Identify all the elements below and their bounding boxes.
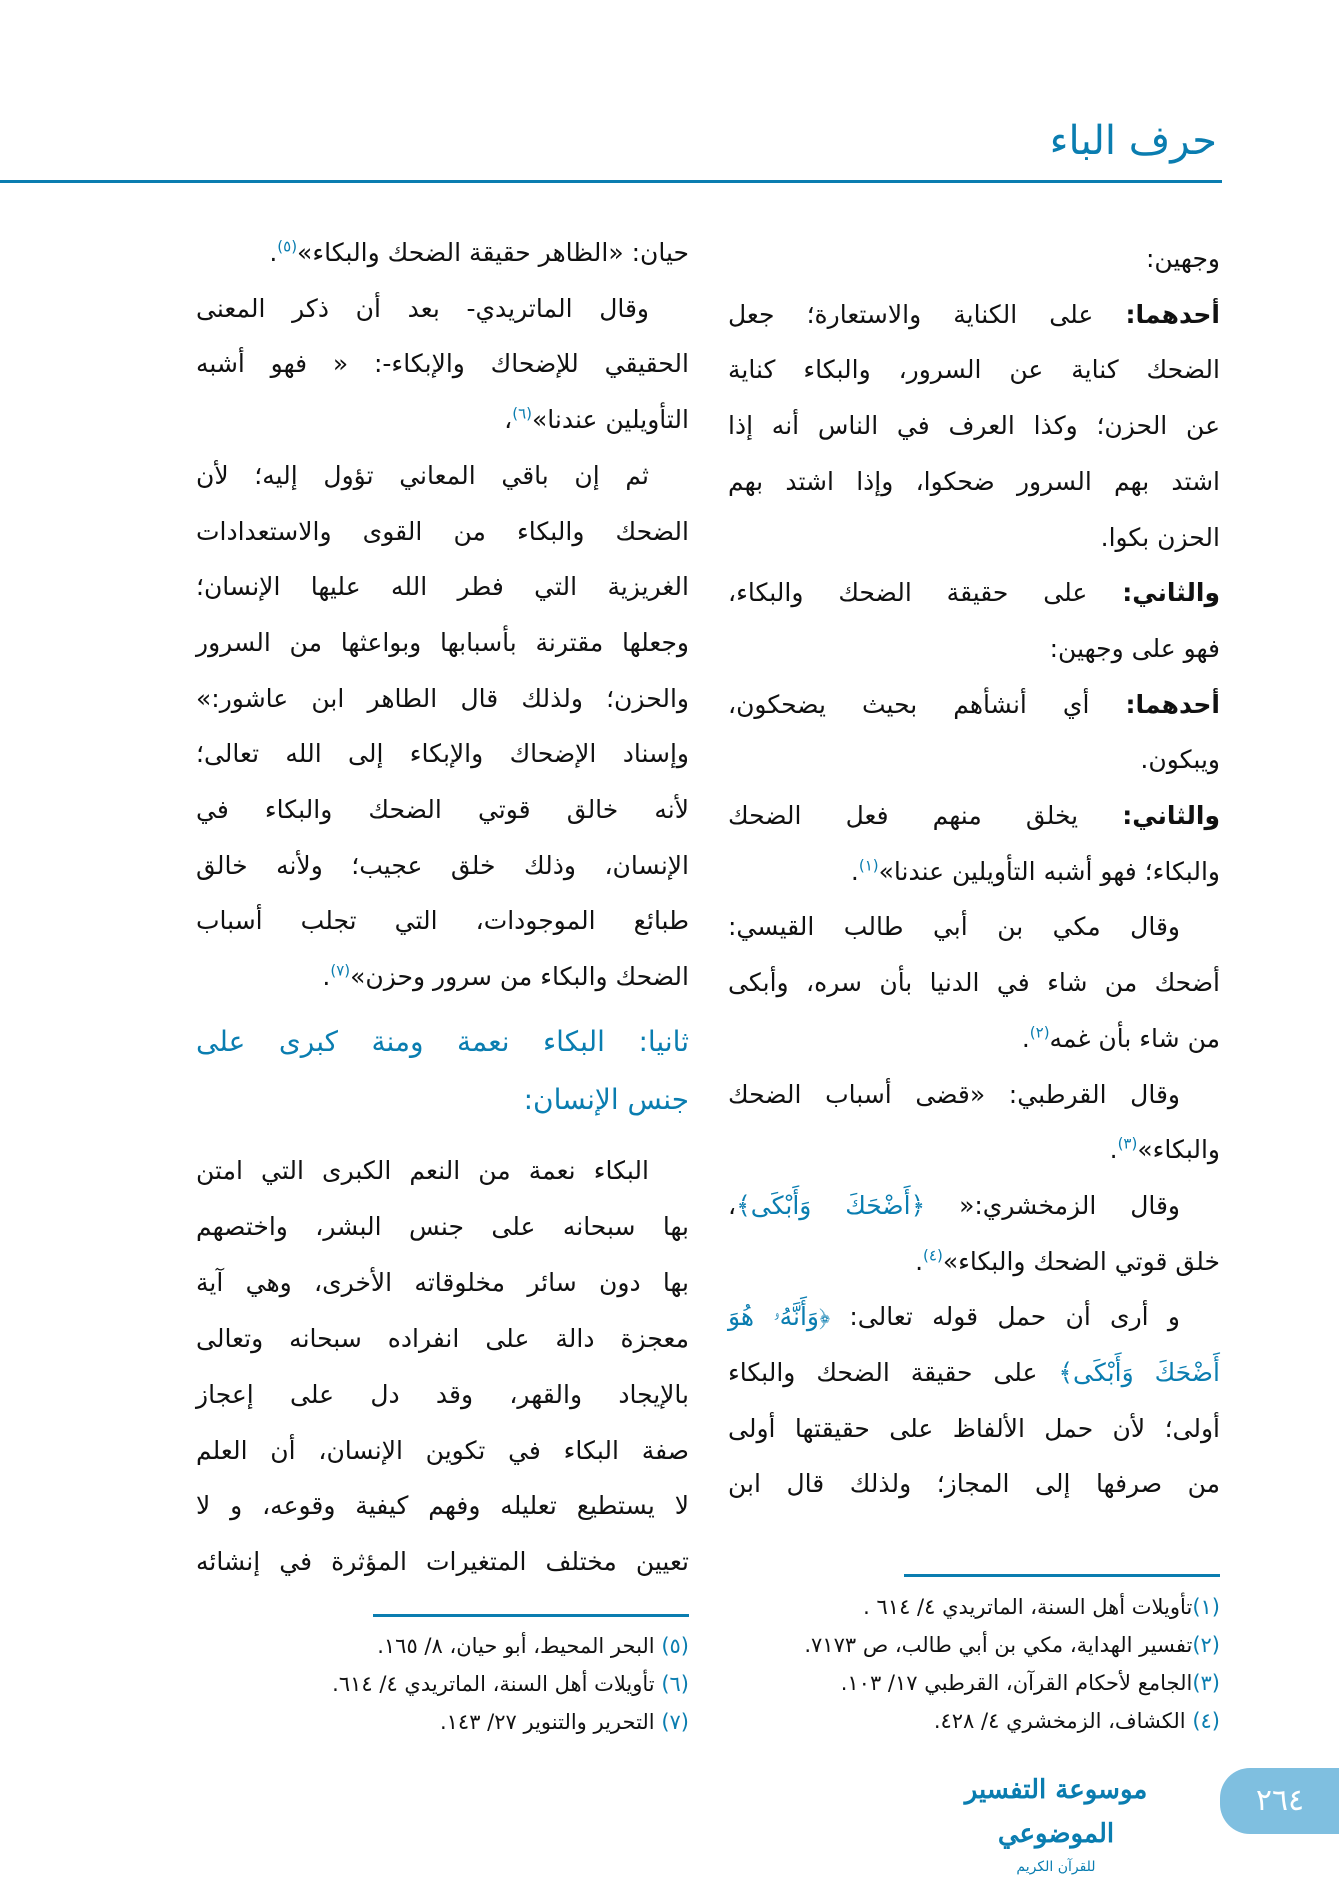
text-segment: على الكناية والاستعارة؛ جعل: [728, 299, 1126, 329]
text-line: [728, 1019, 1220, 1059]
text-segment: يخلق منهم فعل الضحك: [728, 801, 1123, 830]
text-segment: ،: [504, 405, 513, 435]
logo-subtitle: للقرآن الكريم: [1016, 1859, 1096, 1875]
footnote-number: (١): [1192, 1595, 1220, 1619]
quran-quote: ﴿أَضْحَكَ وَأَبْكَى﴾: [736, 1190, 926, 1220]
footnote: [332, 1627, 689, 1665]
text-segment: الحقيقي للإضحاك والإبكاء-: « فهو أشبه: [196, 349, 689, 379]
text-segment: التأويلين عندنا»: [531, 405, 689, 435]
footnote-text: الجامع لأحكام القرآن، القرطبي ١٧/ ١٠٣.: [840, 1671, 1193, 1695]
footnote-ref: (٤): [923, 1246, 943, 1265]
footnote-number: (٥): [661, 1634, 689, 1658]
text-segment: ويبكون.: [1140, 745, 1220, 775]
text-segment: الحزن بكوا.: [1100, 522, 1220, 552]
footnote-text: تأويلات أهل السنة، الماتريدي ٤/ ٦١٤ .: [863, 1595, 1193, 1619]
text-segment: من صرفها إلى المجاز؛ ولذلك قال ابن: [728, 1469, 1220, 1499]
footnote-number: (٢): [1192, 1633, 1220, 1657]
section-heading: ثانيا: البكاء نعمة ومنة كبرى على: [196, 1025, 689, 1058]
text-line: [728, 796, 1220, 836]
text-segment: والثاني:: [1122, 801, 1220, 830]
text-segment: و أرى أن حمل قوله تعالى:: [830, 1302, 1180, 1332]
text-segment: معجزة دالة على انفراده سبحانه وتعالى: [196, 1323, 689, 1353]
footnote: [804, 1664, 1220, 1702]
footnote-number: (٣): [1192, 1671, 1220, 1695]
text-line: [196, 456, 689, 496]
text-segment: تعيين مختلف المتغيرات المؤثرة في إنشائه: [196, 1547, 689, 1577]
right-column: [728, 0, 1220, 1560]
text-segment: فهو على وجهين:: [1049, 633, 1220, 663]
text-segment: عن الحزن؛ وكذا العرف في الناس أنه إذا: [728, 411, 1220, 441]
text-line: [728, 629, 1220, 669]
text-segment: أحدهما:: [1125, 689, 1220, 719]
text-segment: خلق قوتي الضحك والبكاء»: [942, 1246, 1220, 1276]
text-line: [196, 1080, 689, 1120]
text-segment: .: [322, 962, 331, 992]
text-segment: أضحك من شاء في الدنيا بأن سره، وأبكى: [728, 968, 1220, 998]
footnote: [332, 1665, 689, 1703]
text-line: [196, 1375, 689, 1415]
text-line: [196, 957, 689, 997]
text-line: [728, 1353, 1220, 1393]
text-segment: البكاء نعمة من النعم الكبرى التي امتن: [196, 1156, 649, 1185]
footnote-ref: (٧): [330, 961, 351, 980]
text-segment: بها سبحانه على جنس البشر، واختصهم: [196, 1211, 689, 1241]
text-line: [196, 1542, 689, 1582]
text-segment: والبكاء»: [1137, 1135, 1220, 1165]
encyclopedia-logo: [934, 1768, 1178, 1875]
text-line: [196, 567, 689, 607]
text-segment: ،: [728, 1190, 737, 1220]
text-segment: وقال مكي بن أبي طالب القيسي:: [728, 912, 1180, 942]
text-segment: حيان: «الظاهر حقيقة الضحك والبكاء»: [297, 238, 689, 267]
text-line: [728, 852, 1220, 892]
footnote-text: تأويلات أهل السنة، الماتريدي ٤/ ٦١٤.: [332, 1672, 662, 1696]
text-line: [728, 350, 1220, 390]
quran-quote: ﴿وَأَنَّهُۥ هُوَ: [728, 1302, 831, 1332]
text-segment: أي أنشأهم بحيث يضحكون،: [728, 689, 1126, 719]
text-segment: الإنسان، وذلك خلق عجيب؛ ولأنه خالق: [196, 850, 689, 880]
chapter-title: حرف الباء: [1049, 118, 1217, 164]
text-line: [196, 679, 689, 719]
text-segment: ثم إن باقي المعاني تؤول إليه؛ لأن: [196, 460, 649, 490]
page-number: ٢٦٤: [1220, 1768, 1339, 1834]
footnote-text: البحر المحيط، أبو حيان، ٨/ ١٦٥.: [377, 1634, 662, 1658]
text-segment: بالإيجاد والقهر، وقد دل على إعجاز: [196, 1379, 689, 1409]
text-segment: على حقيقة الضحك والبكاء،: [728, 578, 1123, 608]
text-line: [196, 400, 689, 440]
text-segment: الضحك كناية عن السرور، والبكاء كناية: [728, 355, 1220, 385]
text-line: [728, 907, 1220, 947]
text-segment: وجهين:: [1145, 244, 1220, 273]
footnote-ref: (٥): [277, 237, 298, 256]
text-line: [196, 1022, 689, 1062]
text-segment: على حقيقة الضحك والبكاء: [728, 1358, 1059, 1387]
footnote-number: (٧): [661, 1710, 689, 1734]
text-line: [196, 790, 689, 830]
text-line: [196, 846, 689, 886]
text-segment: الضحك والبكاء من القوى والاستعدادات: [196, 516, 689, 546]
text-line: [196, 1207, 689, 1247]
text-line: [196, 1151, 689, 1191]
text-line: [728, 1130, 1220, 1170]
footnote-text: التحرير والتنوير ٢٧/ ١٤٣.: [439, 1710, 662, 1734]
section-heading: جنس الإنسان:: [523, 1083, 689, 1116]
footnotes-left: [332, 1627, 689, 1741]
text-line: [728, 406, 1220, 446]
text-line: [196, 734, 689, 774]
text-line: [196, 233, 689, 273]
footnote-number: (٦): [661, 1672, 689, 1696]
footnote: [332, 1703, 689, 1741]
text-line: [728, 1242, 1220, 1282]
text-line: [728, 573, 1220, 613]
text-line: [196, 1431, 689, 1471]
text-line: [728, 462, 1220, 502]
text-line: [728, 1186, 1220, 1226]
text-line: [196, 1486, 689, 1526]
text-segment: وقال الزمخشري:«: [925, 1190, 1181, 1220]
text-line: [728, 1297, 1220, 1337]
footnote-rule-left: [373, 1614, 689, 1617]
left-column: [196, 0, 689, 1600]
text-segment: لا يستطيع تعليله وفهم كيفية وقوعه، و لا: [196, 1491, 689, 1521]
text-line: [728, 1409, 1220, 1449]
text-segment: .: [1021, 1023, 1030, 1053]
text-segment: وإسناد الإضحاك والإبكاء إلى الله تعالى؛: [196, 739, 689, 769]
text-line: [196, 289, 689, 329]
text-segment: اشتد بهم السرور ضحكوا، وإذا اشتد بهم: [728, 466, 1220, 496]
footnote-ref: (٦): [512, 404, 532, 423]
footnote: [804, 1626, 1220, 1664]
text-segment: .: [915, 1246, 924, 1276]
text-line: [728, 963, 1220, 1003]
footnote: [804, 1588, 1220, 1626]
footnote-number: (٤): [1192, 1709, 1220, 1733]
text-segment: والثاني:: [1122, 578, 1220, 608]
text-line: [728, 740, 1220, 780]
footnote-rule-right: [904, 1574, 1220, 1577]
text-segment: والبكاء؛ فهو أشبه التأويلين عندنا»: [878, 856, 1220, 886]
footnote: [804, 1702, 1220, 1740]
text-segment: والحزن؛ ولذلك قال الطاهر ابن عاشور:»: [196, 683, 689, 713]
quran-quote: أَضْحَكَ وَأَبْكَى﴾: [1058, 1358, 1220, 1387]
text-line: [728, 1075, 1220, 1115]
text-segment: .: [269, 238, 278, 267]
text-line: [196, 512, 689, 552]
text-segment: من شاء بأن غمه: [1049, 1023, 1220, 1053]
text-segment: .: [850, 856, 859, 886]
text-segment: .: [1109, 1135, 1118, 1165]
text-segment: وقال الماتريدي- بعد أن ذكر المعنى: [196, 293, 649, 323]
footnotes-right: [804, 1588, 1220, 1740]
text-segment: وقال القرطبي: «قضى أسباب الضحك: [728, 1079, 1180, 1109]
text-line: [728, 1464, 1220, 1504]
text-line: [728, 685, 1220, 725]
text-line: [196, 901, 689, 941]
text-line: [196, 1319, 689, 1359]
footnote-text: الكشاف، الزمخشري ٤/ ٤٢٨.: [933, 1709, 1193, 1733]
text-line: [196, 344, 689, 384]
text-line: [728, 518, 1220, 558]
text-line: [728, 295, 1220, 335]
text-segment: بها دون سائر مخلوقاته الأخرى، وهي آية: [196, 1267, 689, 1297]
text-line: [196, 623, 689, 663]
text-segment: الغريزية التي فطر الله عليها الإنسان؛: [196, 572, 689, 602]
text-segment: صفة البكاء في تكوين الإنسان، أن العلم: [196, 1435, 689, 1465]
text-segment: أولى؛ لأن حمل الألفاظ على حقيقتها أولى: [728, 1413, 1220, 1443]
footnote-text: تفسير الهداية، مكي بن أبي طالب، ص ٧١٧٣.: [804, 1633, 1193, 1657]
footnote-ref: (١): [858, 856, 879, 875]
footnote-ref: (٣): [1117, 1134, 1138, 1153]
text-segment: أحدهما:: [1125, 299, 1220, 329]
text-segment: لأنه خالق قوتي الضحك والبكاء في: [196, 795, 689, 824]
text-line: [728, 239, 1220, 279]
logo-title: موسوعة التفسير الموضوعي: [964, 1775, 1148, 1849]
text-segment: الضحك والبكاء من سرور وحزن»: [350, 962, 689, 992]
text-line: [196, 1263, 689, 1303]
text-segment: طبائع الموجودات، التي تجلب أسباب: [196, 906, 689, 936]
footnote-ref: (٢): [1029, 1023, 1050, 1042]
text-segment: وجعلها مقترنة بأسبابها وبواعثها من السرور: [196, 627, 689, 657]
